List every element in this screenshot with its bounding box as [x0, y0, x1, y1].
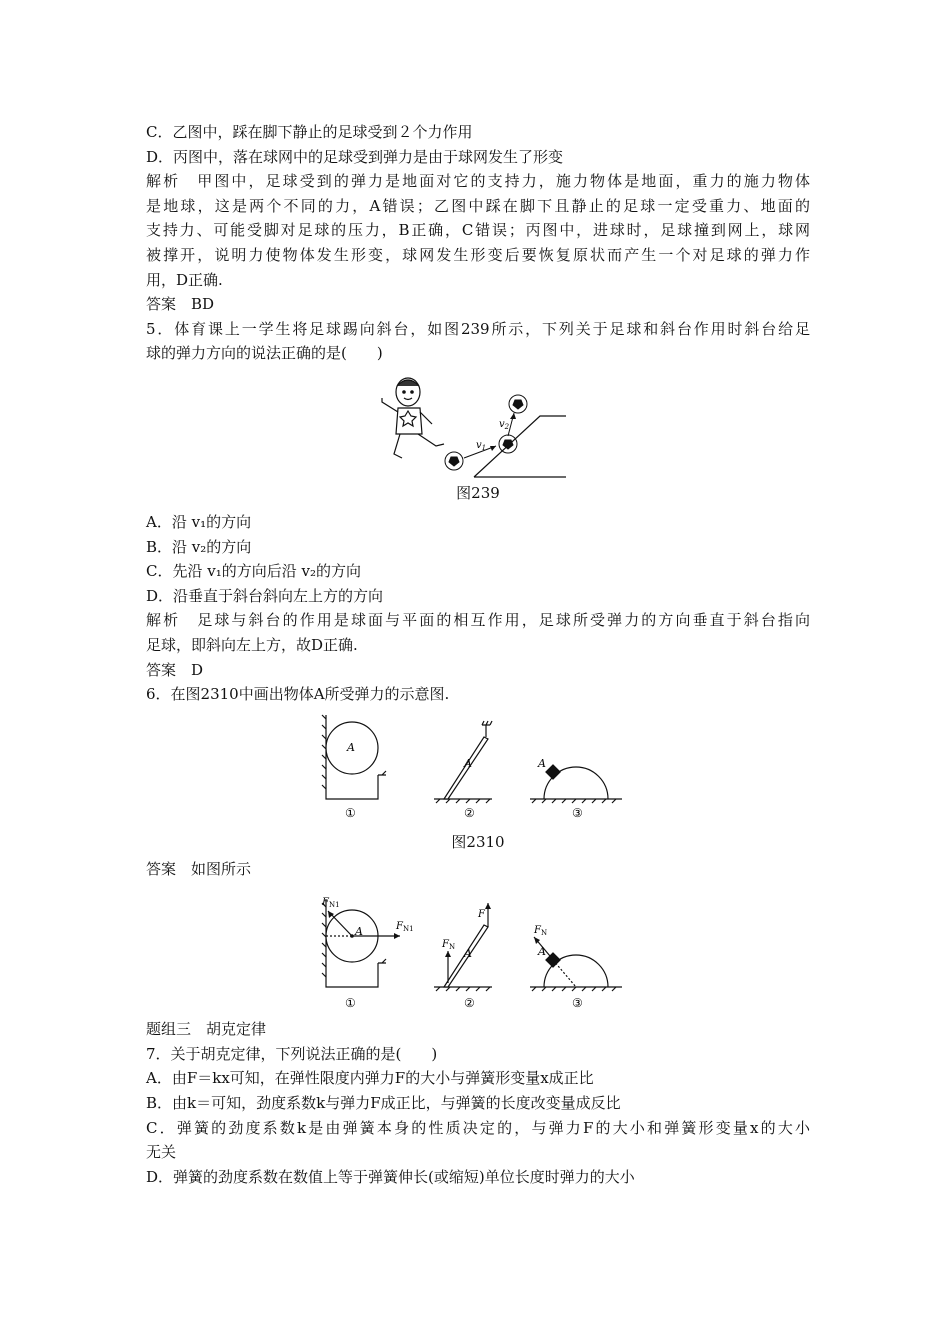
- inclined-platform: [474, 416, 566, 477]
- q4-analysis-line: 被撑开，说明力使物体发生形变，球网发生形变后要恢复原状而产生一个对足球的弹力作: [146, 245, 810, 264]
- figure-239: [146, 366, 810, 478]
- diagram-2-number: ②: [464, 805, 475, 820]
- q4-analysis-line: 支持力、可能受脚对足球的压力，B正确，C错误；丙图中，进球时，足球撞到网上，球网: [146, 221, 810, 240]
- diagram-3-number: ③: [572, 805, 583, 820]
- q5-option-d: D．沿垂直于斜台斜向左上方的方向: [146, 586, 384, 605]
- answer-diagram-1-label-a: A: [355, 925, 363, 939]
- answer-diagram-1-number: ①: [345, 996, 356, 1011]
- q5-stem-line: 球的弹力方向的说法正确的是( ): [146, 344, 383, 363]
- q5-analysis-line: 解析 足球与斜台的作用是球面与平面的相互作用，足球所受弹力的方向垂直于斜台指向: [146, 611, 810, 630]
- answer-diagram-3-label-a: A: [538, 945, 546, 959]
- figure-239-caption: 图239: [456, 483, 500, 502]
- q4-option-d: D．丙图中，落在球网中的足球受到弹力是由于球网发生了形变: [146, 147, 564, 166]
- diagram-1-number: ①: [345, 805, 356, 820]
- label-fn-2: $F_N$: [442, 939, 456, 952]
- figure-2310-caption: 图2310: [451, 832, 505, 851]
- q4-analysis-line: 是地球，这是两个不同的力，A错误；乙图中踩在脚下且静止的足球一定受重力、地面的: [146, 196, 810, 215]
- label-fn-3: $F_N$: [534, 925, 548, 938]
- figure-2310: [146, 713, 810, 825]
- q4-analysis-line: 用，D正确.: [146, 270, 223, 289]
- q7-option-a: A．由F＝kx可知，在弹性限度内弹力F的大小与弹簧形变量x成正比: [146, 1069, 594, 1088]
- label-v1: $v_1$: [476, 439, 487, 452]
- answer-diagram-3-number: ③: [572, 996, 583, 1011]
- q5-analysis-line: 足球，即斜向左上方，故D正确.: [146, 635, 358, 654]
- q5-option-c: C．先沿 v₁的方向后沿 v₂的方向: [146, 562, 361, 581]
- diagram-3-block-on-hemisphere: [530, 765, 622, 803]
- q5-stem-line: 5．体育课上一学生将足球踢向斜台，如图239所示，下列关于足球和斜台作用时斜台给足: [146, 319, 810, 338]
- q6-stem: 6．在图2310中画出物体A所受弹力的示意图.: [146, 685, 450, 704]
- answer-diagram-2-number: ②: [464, 996, 475, 1011]
- q7-option-c-line1: C．弹簧的劲度系数k是由弹簧本身的性质决定的，与弹力F的大小和弹簧形变量x的大小: [146, 1118, 810, 1137]
- diagram-2-label-a: A: [464, 756, 472, 770]
- diagram-2-rod-on-wall: [434, 721, 492, 803]
- figure-2310-answer: [146, 887, 810, 1015]
- q7-option-c-line2: 无关: [146, 1143, 177, 1162]
- diagram-1-label-a: A: [347, 740, 355, 754]
- soccer-ball-low: [445, 452, 463, 470]
- q5-option-b: B．沿 v₂的方向: [146, 537, 252, 556]
- soccer-kick-illustration: [146, 366, 810, 478]
- label-fn-right: $F_{N1}$: [396, 921, 414, 934]
- diagram-3-label-a: A: [538, 756, 546, 770]
- label-fn1: $F_{N1}$: [322, 897, 340, 910]
- q4-option-c: C．乙图中，踩在脚下静止的足球受到２个力作用: [146, 123, 473, 141]
- answer-diagram-2-label-a: A: [464, 947, 472, 961]
- q7-option-b: B．由k＝可知，劲度系数k与弹力F成正比，与弹簧的长度改变量成反比: [146, 1094, 621, 1113]
- document-page: [146, 120, 810, 1189]
- diagram-1-ball-in-corner: [322, 715, 386, 799]
- answer-diagram-1: [322, 899, 400, 987]
- label-f-2: F: [478, 909, 485, 921]
- q4-analysis: [146, 169, 810, 292]
- q4-analysis-line: 解析 甲图中，足球受到的弹力是地面对它的支持力，施力物体是地面，重力的施力物体: [146, 172, 810, 191]
- figure-2310-diagrams: [146, 713, 810, 825]
- answer-force-diagrams: [146, 887, 810, 1015]
- q6-answer: 答案 如图所示: [146, 859, 252, 878]
- q7-stem: 7．关于胡克定律，下列说法正确的是( ): [146, 1044, 438, 1063]
- q5-option-a: A．沿 v₁的方向: [146, 512, 252, 531]
- label-v2: $v_2$: [499, 418, 510, 431]
- soccer-ball-mid: [499, 435, 517, 453]
- section-3-title: 题组三 胡克定律: [146, 1020, 267, 1039]
- soccer-ball-high: [509, 395, 527, 413]
- q4-answer: 答案 BD: [146, 295, 215, 314]
- q5-answer: 答案 D: [146, 660, 204, 679]
- student-kicker: [382, 378, 444, 458]
- q7-option-d: D．弹簧的劲度系数在数值上等于弹簧伸长(或缩短)单位长度时弹力的大小: [146, 1167, 635, 1186]
